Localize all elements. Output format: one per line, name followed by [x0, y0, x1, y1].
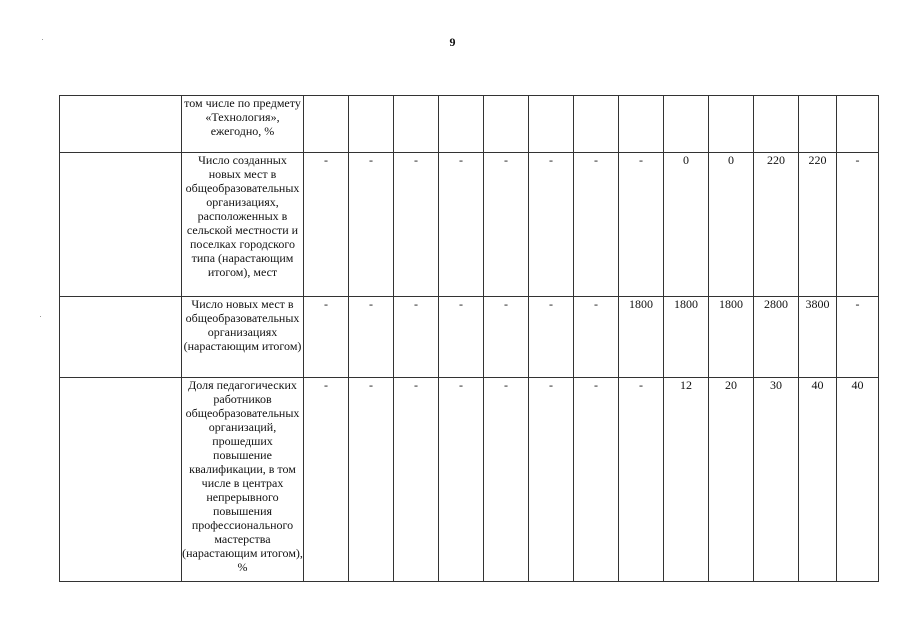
- value-cell: [709, 96, 754, 153]
- value-cell: -: [837, 153, 879, 297]
- indicator-label: Доля педагогических работников общеобразовательных организаций, прошедших повышение квалификации, в том числе в центрах непрерывного повышения профессионального мастерства (нарастающим итогом), %: [182, 378, 304, 582]
- value-cell: [394, 96, 439, 153]
- value-cell: 1800: [709, 297, 754, 378]
- value-cell: [349, 96, 394, 153]
- value-cell: -: [394, 378, 439, 582]
- value-cell: -: [394, 297, 439, 378]
- value-cell: 2800: [754, 297, 799, 378]
- value-cell: -: [394, 153, 439, 297]
- value-cell: 0: [709, 153, 754, 297]
- value-cell: -: [484, 153, 529, 297]
- value-cell: -: [529, 153, 574, 297]
- value-cell: [799, 96, 837, 153]
- scan-speck: [40, 316, 41, 317]
- empty-cell: [60, 378, 182, 582]
- value-cell: 220: [799, 153, 837, 297]
- value-cell: -: [529, 378, 574, 582]
- empty-cell: [60, 153, 182, 297]
- value-cell: [529, 96, 574, 153]
- value-cell: -: [574, 153, 619, 297]
- value-cell: 1800: [619, 297, 664, 378]
- value-cell: -: [574, 378, 619, 582]
- value-cell: [754, 96, 799, 153]
- value-cell: 1800: [664, 297, 709, 378]
- value-cell: [304, 96, 349, 153]
- value-cell: 12: [664, 378, 709, 582]
- value-cell: 220: [754, 153, 799, 297]
- value-cell: [574, 96, 619, 153]
- value-cell: -: [349, 297, 394, 378]
- indicator-label: Число новых мест в общеобразовательных организациях (нарастающим итогом): [182, 297, 304, 378]
- value-cell: -: [304, 378, 349, 582]
- value-cell: -: [484, 297, 529, 378]
- value-cell: 40: [799, 378, 837, 582]
- table-row: [60, 378, 879, 582]
- value-cell: -: [439, 153, 484, 297]
- value-cell: [484, 96, 529, 153]
- value-cell: [664, 96, 709, 153]
- value-cell: -: [349, 153, 394, 297]
- indicators-table: [59, 95, 879, 582]
- scan-speck: [42, 39, 43, 40]
- value-cell: 40: [837, 378, 879, 582]
- value-cell: -: [619, 378, 664, 582]
- empty-cell: [60, 96, 182, 153]
- value-cell: -: [349, 378, 394, 582]
- page-number: 9: [449, 35, 456, 49]
- value-cell: -: [619, 153, 664, 297]
- value-cell: -: [439, 378, 484, 582]
- value-cell: -: [304, 153, 349, 297]
- value-cell: -: [574, 297, 619, 378]
- value-cell: [837, 96, 879, 153]
- value-cell: 3800: [799, 297, 837, 378]
- value-cell: -: [837, 297, 879, 378]
- value-cell: -: [439, 297, 484, 378]
- table-row: [60, 96, 879, 153]
- indicator-label: том числе по предмету «Технология», ежегодно, %: [182, 96, 304, 153]
- table-row: [60, 153, 879, 297]
- value-cell: [439, 96, 484, 153]
- value-cell: -: [304, 297, 349, 378]
- value-cell: -: [529, 297, 574, 378]
- value-cell: 0: [664, 153, 709, 297]
- table-row: [60, 297, 879, 378]
- empty-cell: [60, 297, 182, 378]
- value-cell: 20: [709, 378, 754, 582]
- value-cell: [619, 96, 664, 153]
- indicator-label: Число созданных новых мест в общеобразовательных организациях, расположенных в сельской местности и поселках городского типа (нарастающим итогом), мест: [182, 153, 304, 297]
- value-cell: 30: [754, 378, 799, 582]
- value-cell: -: [484, 378, 529, 582]
